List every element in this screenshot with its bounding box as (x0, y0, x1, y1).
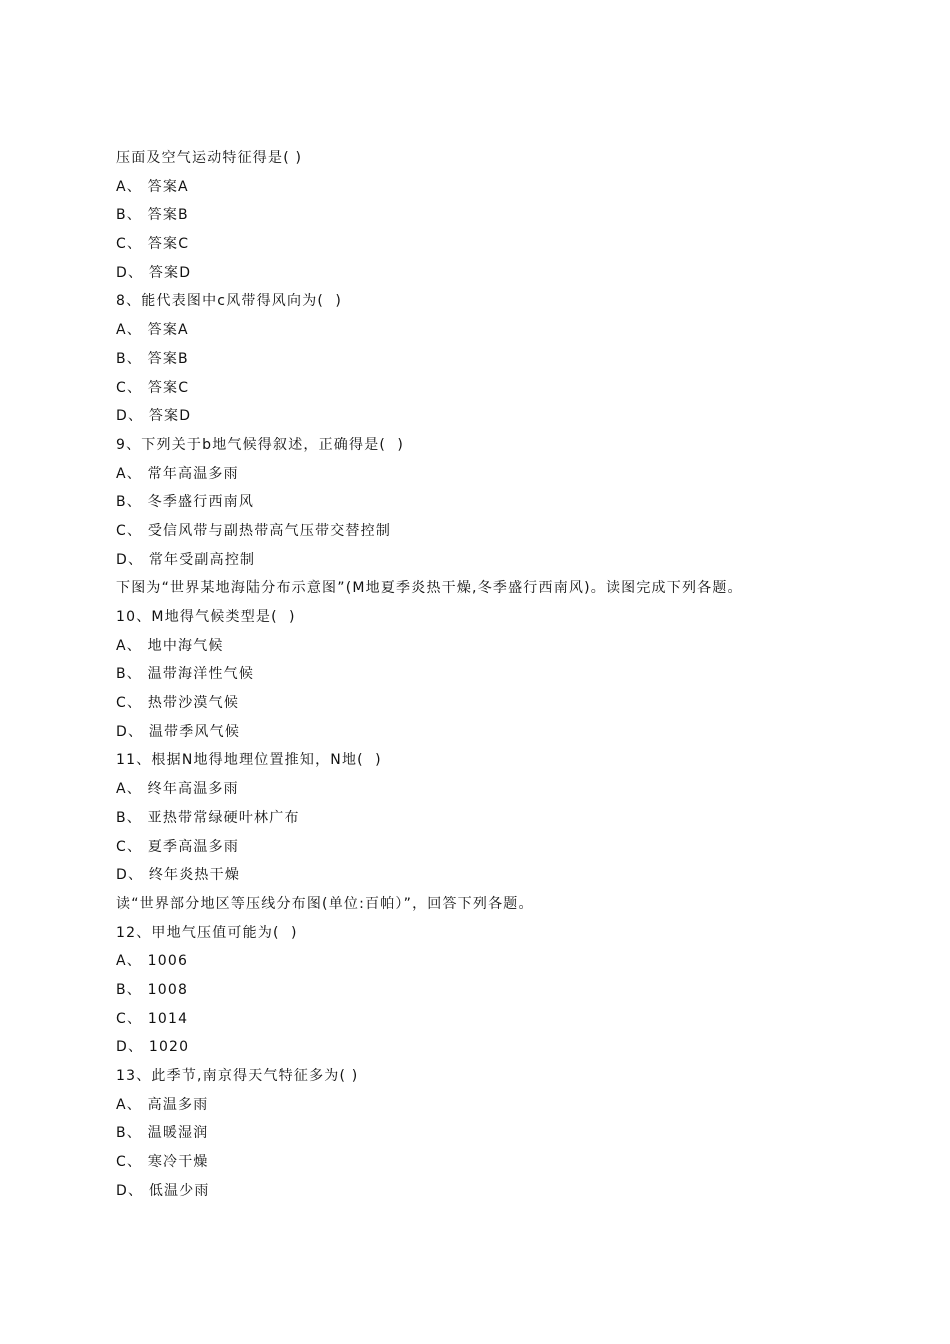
q13-option-c: C、 寒冷干燥 (116, 1154, 209, 1171)
q13-option-d: D、 低温少雨 (116, 1182, 210, 1199)
q10-option-b: B、 温带海洋性气候 (116, 666, 255, 683)
q12-option-d: D、 1020 (116, 1039, 190, 1056)
q8-option-d: D、 答案D (116, 408, 192, 425)
q12-option-a: A、 1006 (116, 953, 189, 970)
question-9-stem: 9、下列关于b地气候得叙述，正确得是( ) (116, 436, 405, 453)
q10-option-c: C、 热带沙漠气候 (116, 695, 240, 712)
q9-option-b: B、 冬季盛行西南风 (116, 494, 255, 511)
q13-option-a: A、 高温多雨 (116, 1096, 209, 1113)
question-7-stem: 压面及空气运动特征得是( ) (116, 150, 303, 166)
question-13-stem: 13、此季节,南京得天气特征多为( ) (116, 1068, 359, 1084)
q10-option-a: A、 地中海气候 (116, 637, 224, 654)
q9-option-a: A、 常年高温多雨 (116, 465, 239, 482)
q7-option-a: A、 答案A (116, 178, 189, 195)
q9-option-d: D、 常年受副高控制 (116, 551, 256, 568)
q11-option-a: A、 终年高温多雨 (116, 781, 239, 798)
q7-option-c: C、 答案C (116, 236, 190, 253)
q11-option-b: B、 亚热带常绿硬叶林广布 (116, 809, 300, 826)
q7-option-b: B、 答案B (116, 207, 189, 224)
question-11-stem: 11、根据N地得地理位置推知，N地( ) (116, 752, 382, 769)
q13-option-b: B、 温暖湿润 (116, 1125, 209, 1142)
q12-option-b: B、 1008 (116, 981, 189, 998)
q8-option-b: B、 答案B (116, 350, 189, 367)
q12-option-c: C、 1014 (116, 1010, 189, 1027)
q7-option-d: D、 答案D (116, 264, 192, 281)
q9-option-c: C、 受信风带与副热带高气压带交替控制 (116, 522, 392, 539)
q8-option-c: C、 答案C (116, 379, 190, 396)
q11-option-d: D、 终年炎热干燥 (116, 867, 241, 884)
question-text-block (116, 144, 896, 1205)
section-intro-isobar: 读“世界部分地区等压线分布图(单位:百帕）”，回答下列各题。 (116, 895, 534, 912)
section-intro-map: 下图为“世界某地海陆分布示意图”(M地夏季炎热干燥,冬季盛行西南风)。读图完成下列各题。 (116, 580, 743, 597)
q10-option-d: D、 温带季风气候 (116, 723, 241, 740)
question-12-stem: 12、甲地气压值可能为( ) (116, 924, 298, 941)
q8-option-a: A、 答案A (116, 322, 189, 339)
question-8-stem: 8、能代表图中c风带得风向为( ) (116, 293, 343, 310)
question-10-stem: 10、M地得气候类型是( ) (116, 609, 296, 625)
q11-option-c: C、 夏季高温多雨 (116, 838, 240, 855)
